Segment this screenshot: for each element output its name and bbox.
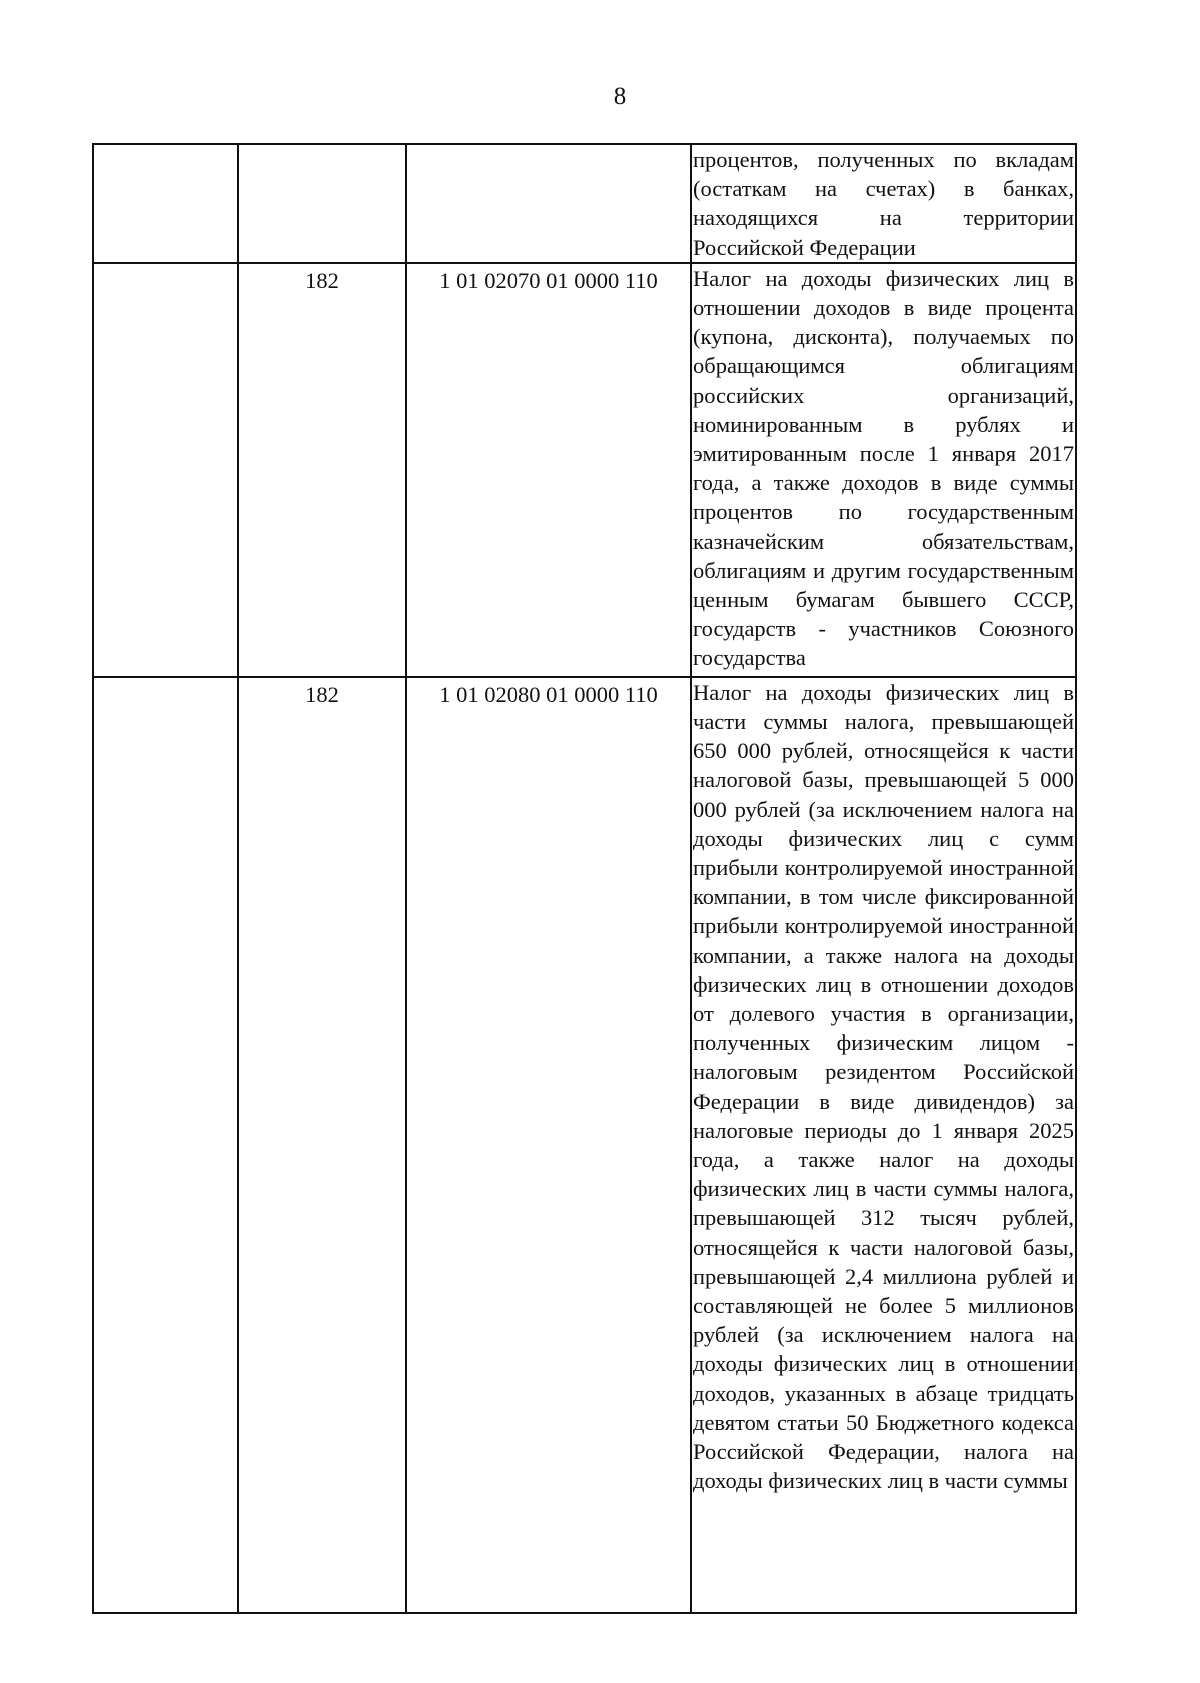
kbk-code-cell <box>406 144 691 263</box>
description-text: Налог на доходы физических лиц в отношении доходов в виде процента (купона, дисконта), получаемых по обращающимся облигациям российских организаций, номинированным в рублях и эмитированным после 1 января 2017 года, а также доходов в виде суммы процентов по государственным казначейским обязательствам, облигациям и другим государственным ценным бумагам бывшего СССР, государств - участников Союзного государства <box>693 265 1074 671</box>
table-row <box>93 677 1076 1613</box>
kbk-code-cell: 1 01 02080 01 0000 110 <box>406 677 691 1613</box>
description-text: процентов, полученных по вкладам (остаткам на счетах) в банках, находящихся на территории Российской Федерации <box>693 147 1074 260</box>
empty-cell <box>93 144 238 263</box>
table-row <box>93 144 1076 263</box>
empty-cell <box>93 263 238 677</box>
admin-code-cell: 182 <box>238 677 406 1613</box>
page-number: 8 <box>613 83 627 110</box>
revenue-codes-table <box>92 143 1077 1614</box>
description-cell <box>691 677 1076 1613</box>
table-row <box>93 263 1076 677</box>
description-cell <box>691 263 1076 677</box>
kbk-code-cell: 1 01 02070 01 0000 110 <box>406 263 691 677</box>
description-cell <box>691 144 1076 263</box>
admin-code-cell <box>238 144 406 263</box>
description-text: Налог на доходы физических лиц в части суммы налога, превышающей 650 000 рублей, относящейся к части налоговой базы, превышающей 5 000 000 рублей (за исключением налога на доходы физических лиц с сумм прибыли контролируемой иностранной компании, в том числе фиксированной прибыли контролируемой иностранной компании, а также налога на доходы физических лиц в отношении доходов от долевого участия в организации, полученных физическим лицом - налоговым резидентом Российской Федерации в виде дивидендов) за налоговые периоды до 1 января 2025 года, а также налог на доходы физических лиц в части суммы налога, превышающей 312 тысяч рублей, относящейся к части налоговой базы, превышающей 2,4 миллиона рублей и составляющей не более 5 миллионов рублей (за исключением налога на доходы физических лиц в отношении доходов, указанных в абзаце тридцать девятом статьи 50 Бюджетного кодекса Российской Федерации, налога на доходы физических лиц в части суммы <box>693 679 1074 1494</box>
admin-code-cell: 182 <box>238 263 406 677</box>
empty-cell <box>93 677 238 1613</box>
